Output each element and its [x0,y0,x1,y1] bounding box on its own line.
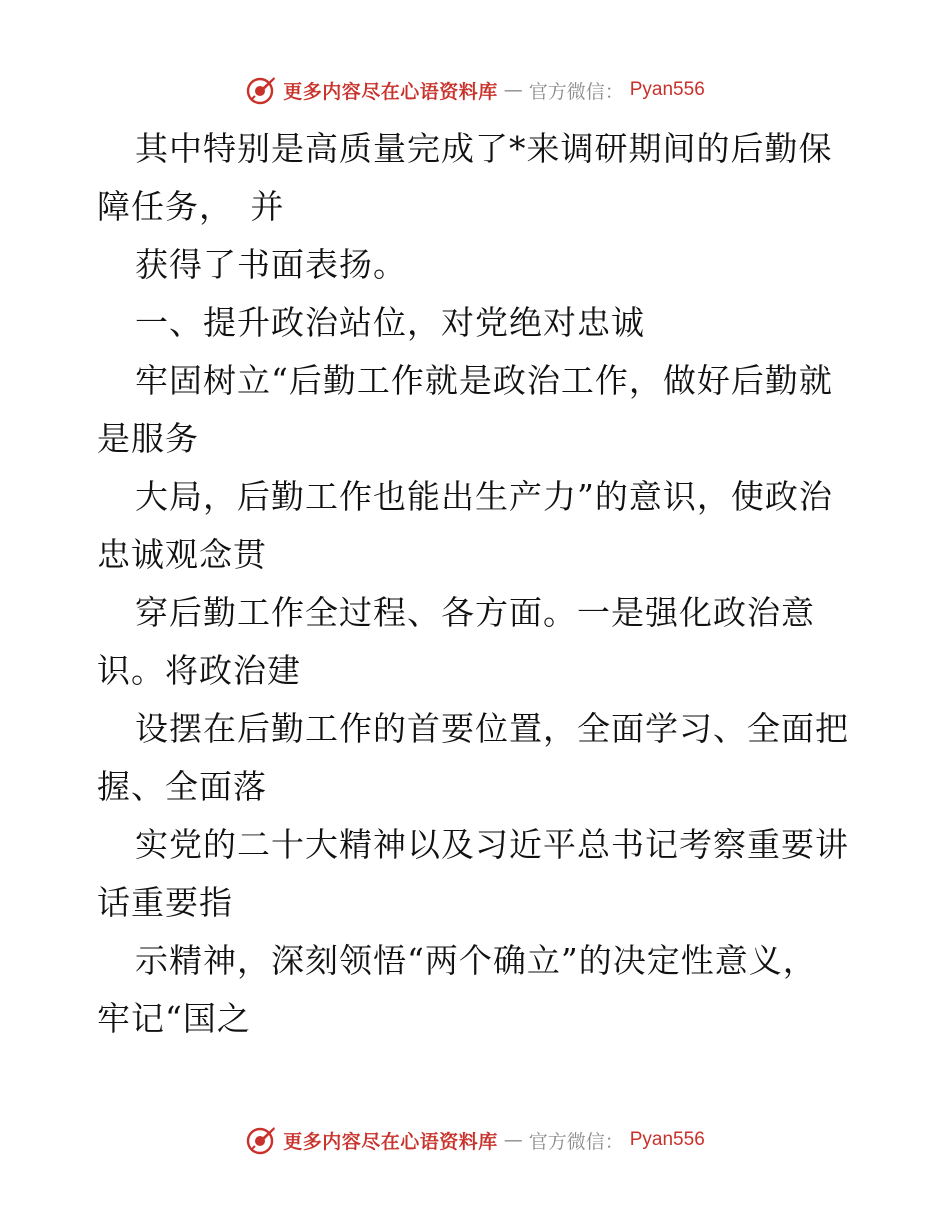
quill-seal-icon [245,74,277,106]
body-line: 忠诚观念贯 [97,535,267,574]
header-banner [0,70,950,110]
body-line: 话重要指 [97,883,233,922]
banner-wechat-label: 官方微信： [528,1130,624,1153]
body-line: 实党的二十大精神以及习近平总书记考察重要讲 [135,825,849,864]
body-line: 设摆在后勤工作的首要位置，全面学习、全面把 [135,709,849,748]
body-line: 穿后勤工作全过程、各方面。一是强化政治意 [135,593,815,632]
footer-banner [0,1120,950,1160]
document-body [97,120,857,1048]
body-line: 大局，后勤工作也能出生产力”的意识，使政治 [135,477,833,516]
body-line: 示精神，深刻领悟“两个确立”的决定性意义， [135,941,817,980]
banner-wechat-id: Pyan556 [629,1129,705,1150]
body-line: 握、全面落 [97,767,267,806]
section-heading: 一、提升政治站位，对党绝对忠诚 [135,303,645,342]
body-line: 其中特别是高质量完成了*来调研期间的后勤保 [135,129,833,168]
banner-wechat-label: 官方微信： [528,80,624,103]
body-line: 识。将政治建 [97,651,301,690]
banner-separator: — [503,79,523,101]
banner-separator: — [503,1129,523,1151]
banner-wechat-id: Pyan556 [629,79,705,100]
banner-promo-text: 更多内容尽在心语资料库 [283,1130,498,1153]
quill-seal-icon [245,1124,277,1156]
body-line: 牢固树立“后勤工作就是政治工作，做好后勤就 [135,361,833,400]
body-line: 是服务 [97,419,199,458]
body-line: 障任务， 并 [97,187,285,226]
body-line: 牢记“国之 [97,999,251,1038]
body-line: 获得了书面表扬。 [135,245,407,284]
banner-promo-text: 更多内容尽在心语资料库 [283,80,498,103]
